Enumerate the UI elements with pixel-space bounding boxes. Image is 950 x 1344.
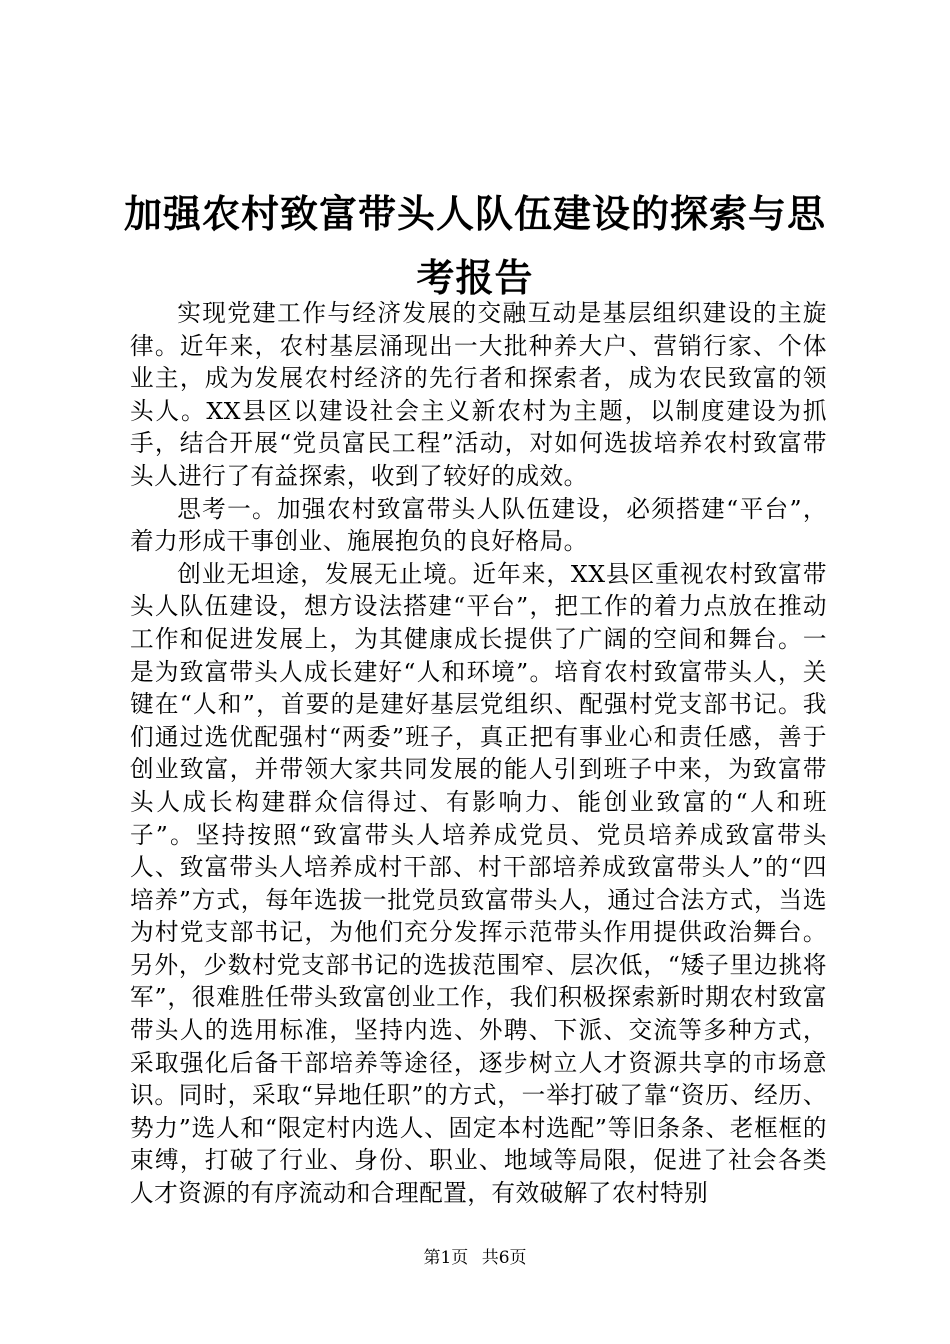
paragraph-platform: 创业无坦途，发展无止境。近年来，XX县区重视农村致富带头人队伍建设，想方设法搭建“平台”，把工作的着力点放在推动工作和促进发展上，为其健康成长提供了广阔的空间和舞台。一是为致富带头人成长建好“人和环境”。培育农村致富带头人，关键在“人和”，首要的是建好基层党组织、配强村党支部书记。我们通过选优配强村“两委”班子，真正把有事业心和责任感，善于创业致富，并带领大家共同发展的能人引到班子中来，为致富带头人成长构建群众信得过、有影响力、能创业致富的“人和班子”。坚持按照“致富带头人培养成党员、党员培养成致富带头人、致富带头人培养成村干部、村干部培养成致富带头人”的“四培养”方式，每年选拔一批党员致富带头人，通过合法方式，当选为村党支部书记，为他们充分发挥示范带头作用提供政治舞台。另外，少数村党支部书记的选拔范围窄、层次低，“矮子里边挑将军”，很难胜任带头致富创业工作，我们积极探索新时期农村致富带头人的选用标准，坚持内选、外聘、下派、交流等多种方式，采取强化后备干部培养等途径，逐步树立人才资源共享的市场意识。同时，采取“异地任职”的方式，一举打破了靠“资历、经历、势力”选人和“限定村内选人、固定本村选配”等旧条条、老框框的束缚，打破了行业、身份、职业、地域等局限，促进了社会各类人才资源的有序流动和合理配置，有效破解了农村特别 xyxy=(130,559,827,1208)
page-number: 第1页 xyxy=(423,1248,469,1268)
document-title: 加强农村致富带头人队伍建设的探索与思考报告 xyxy=(123,191,826,300)
paragraph-intro: 实现党建工作与经济发展的交融互动是基层组织建设的主旋律。近年来，农村基层涌现出一大批种养大户、营销行家、个体业主，成为发展农村经济的先行者和探索者，成为农民致富的领头人。XX县区以建设社会主义新农村为主题，以制度建设为抓手，结合开展“党员富民工程”活动，对如何选拔培养农村致富带头人进行了有益探索，收到了较好的成效。 xyxy=(130,299,827,490)
paragraph-thought-one: 思考一。加强农村致富带头人队伍建设，必须搭建“平台”，着力形成干事创业、施展抱负的良好格局。 xyxy=(130,494,827,556)
document-body xyxy=(130,297,827,1210)
page-footer xyxy=(0,1246,950,1270)
page-total: 共6页 xyxy=(481,1248,527,1268)
